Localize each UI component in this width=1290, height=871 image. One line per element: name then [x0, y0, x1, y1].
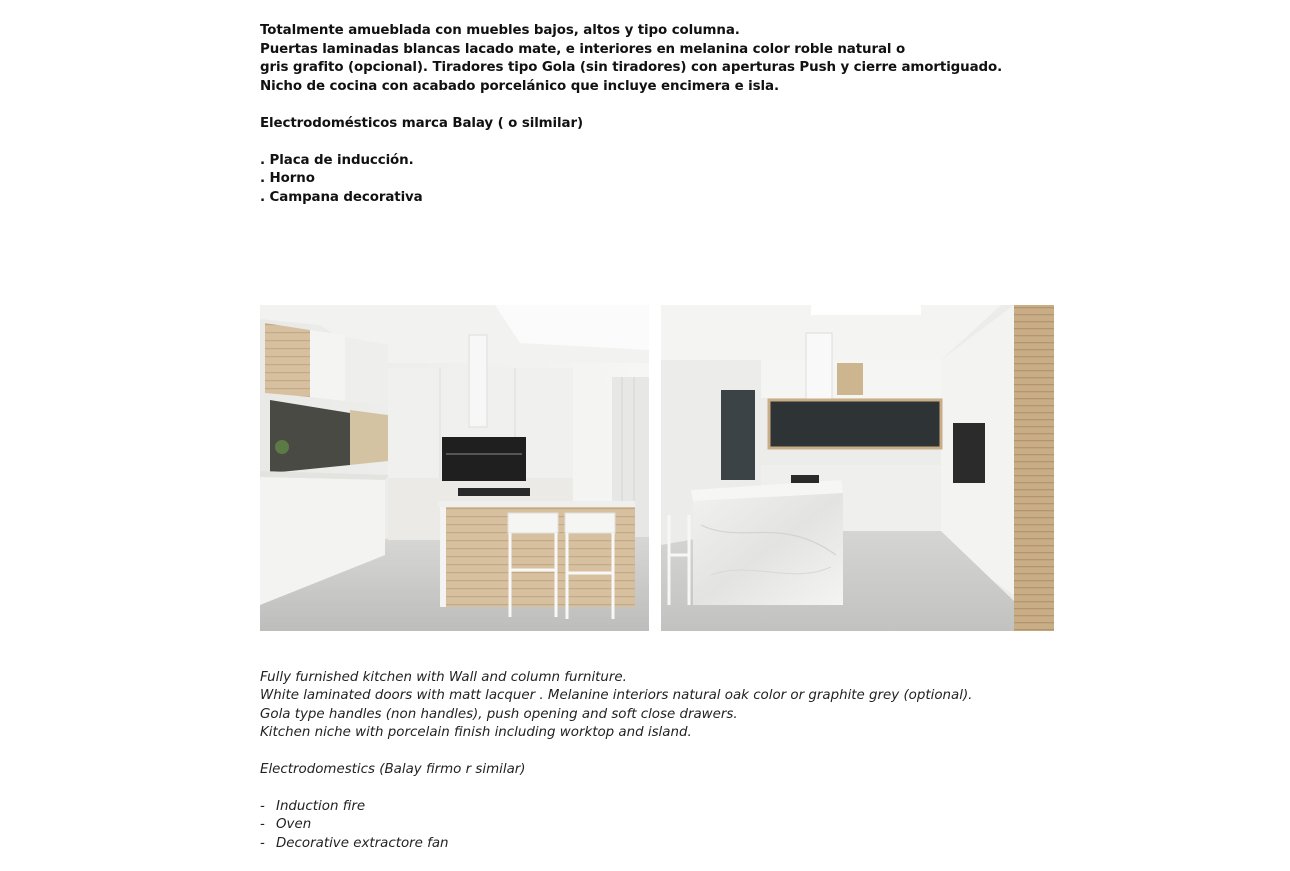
list-item [260, 816, 1060, 834]
list-marker: - [260, 799, 265, 815]
en-appliance-list [260, 798, 1060, 853]
en-appliances-heading: Electrodomestics (Balay firmo r similar) [260, 762, 526, 778]
kitchen-image-left [260, 305, 649, 631]
en-line-3: Gola type handles (non handles), push opening and soft close drawers. [260, 706, 738, 722]
en-appliance-3: Decorative extractore fan [276, 835, 449, 851]
es-appliance-2: . Horno [260, 171, 315, 186]
en-appliance-1: Induction fire [276, 799, 366, 815]
spanish-description [260, 22, 1040, 207]
es-line-1: Totalmente amueblada con muebles bajos, altos y tipo columna. [260, 23, 740, 38]
es-appliance-1: . Placa de inducción. [260, 152, 414, 168]
en-line-1: Fully furnished kitchen with Wall and column furniture. [260, 670, 627, 685]
en-line-4: Kitchen niche with porcelain finish including worktop and island. [260, 725, 692, 741]
kitchen-image-right [661, 305, 1054, 631]
list-item [260, 835, 1060, 853]
es-line-4: Nicho de cocina con acabado porcelánico que incluye encimera e isla. [260, 78, 779, 94]
es-line-2: Puertas laminadas blancas lacado mate, e interiores en melanina color roble natural o [260, 41, 906, 57]
en-appliance-2: Oven [276, 817, 312, 833]
list-item [260, 798, 1060, 816]
es-appliance-3: . Campana decorativa [260, 189, 423, 205]
en-line-2: White laminated doors with matt lacquer . Melanine interiors natural oak color or graphite grey (optional). [260, 688, 973, 704]
list-marker: - [260, 817, 265, 833]
es-line-3: gris grafito (opcional). Tiradores tipo Gola (sin tiradores) con aperturas Push y cierre amortiguado. [260, 60, 1003, 75]
es-appliances-heading: Electrodomésticos marca Balay ( o silmilar) [260, 115, 583, 131]
english-description [260, 669, 1060, 853]
list-marker: - [260, 835, 265, 851]
